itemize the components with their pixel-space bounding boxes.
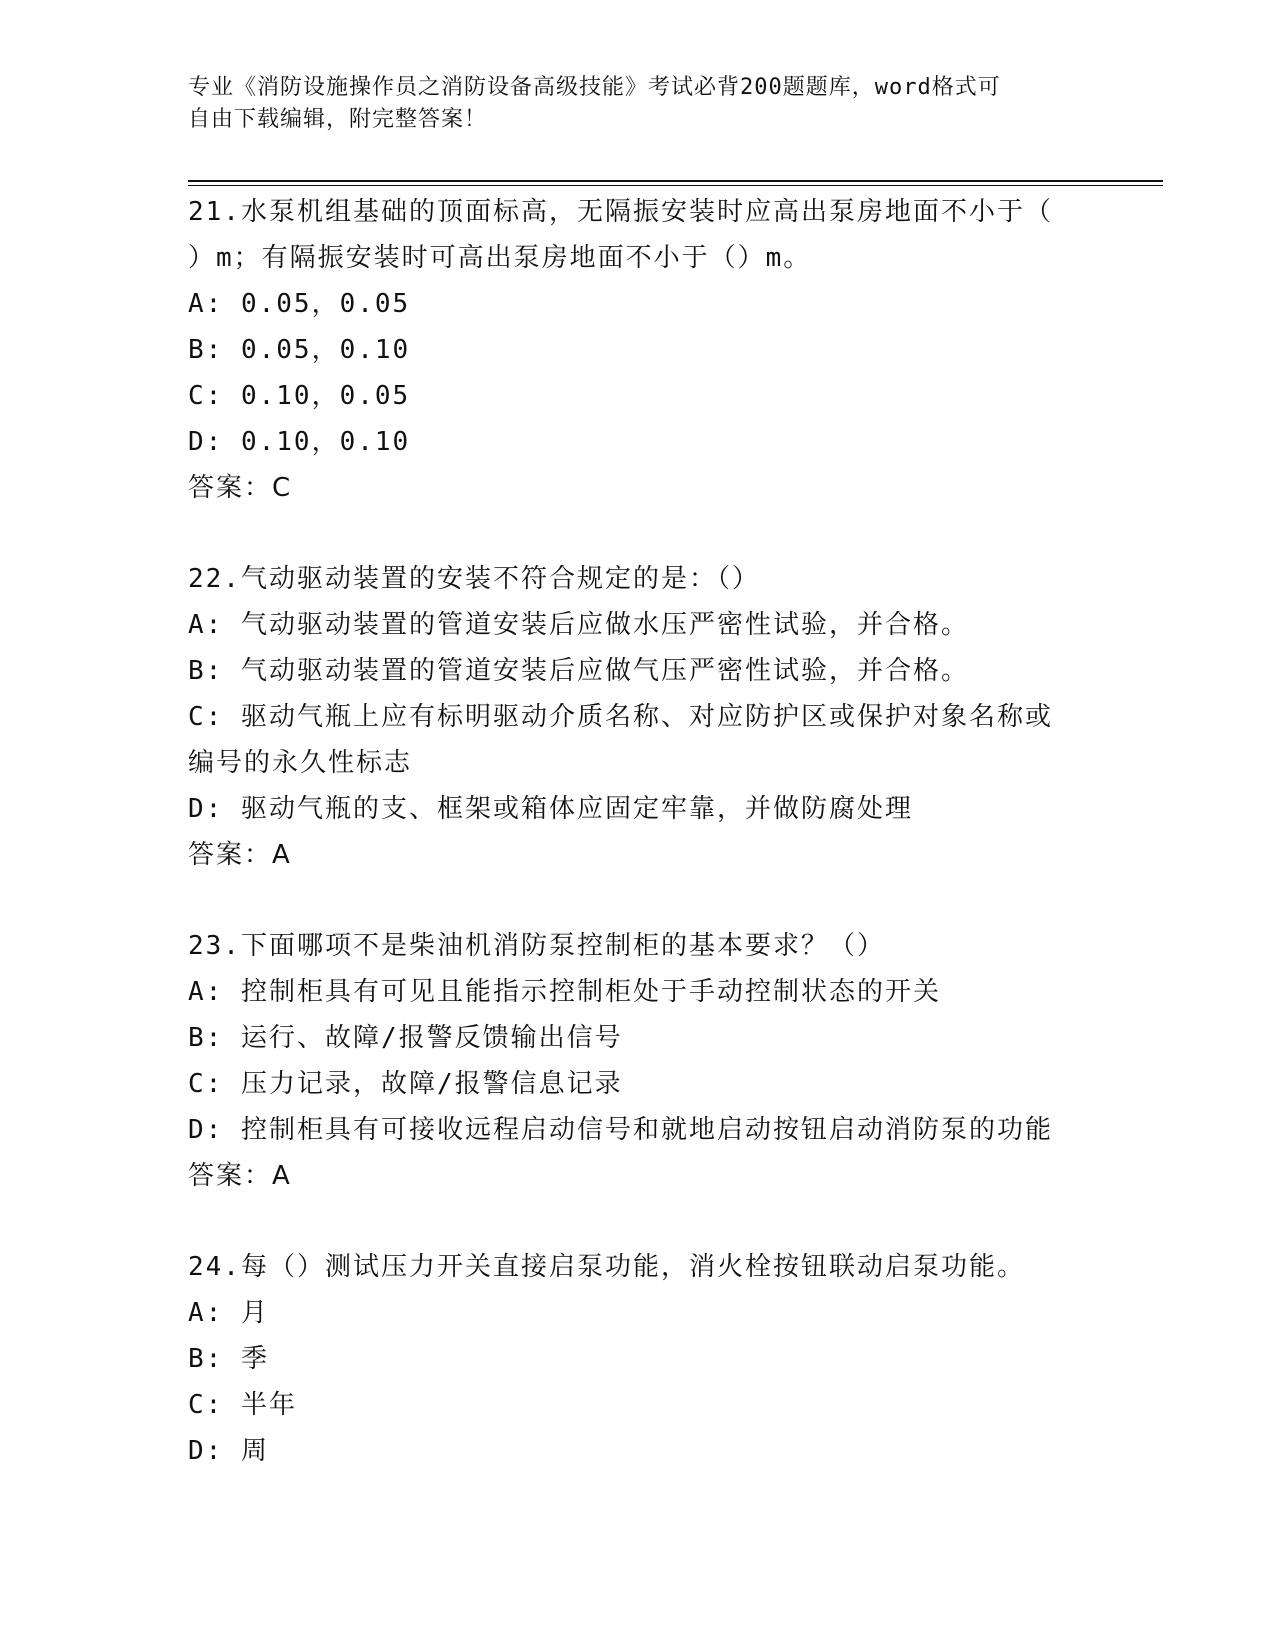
spacer [188,878,1088,923]
header-divider-thick [188,180,1163,182]
header-line-1: 专业《消防设施操作员之消防设备高级技能》考试必背200题题库，word格式可 [188,75,1001,100]
spacer [188,1199,1088,1244]
option-a: A: 月 [188,1298,269,1328]
question-stem: 23.下面哪项不是柴油机消防泵控制柜的基本要求？（） [188,931,885,961]
question-21 [188,189,1088,511]
option-d: D: 控制柜具有可接收远程启动信号和就地启动按钮启动消防泵的功能 [188,1115,1053,1145]
option-c: C: 驱动气瓶上应有标明驱动介质名称、对应防护区或保护对象名称或 [188,702,1053,732]
question-24 [188,1244,1088,1474]
question-stem-continued: ）m；有隔振安装时可高出泵房地面不小于（）m。 [188,243,812,273]
question-22 [188,556,1088,878]
option-d: D: 周 [188,1436,269,1466]
question-list [188,189,1088,1474]
option-a: A: 气动驱动装置的管道安装后应做水压严密性试验，并合格。 [188,610,969,640]
option-d: D: 驱动气瓶的支、框架或箱体应固定牢靠，并做防腐处理 [188,794,913,824]
question-stem: 21.水泵机组基础的顶面标高，无隔振安装时应高出泵房地面不小于（ [188,197,1053,227]
option-c: C: 半年 [188,1390,297,1420]
document-header [188,72,1088,136]
option-a: A: 0.05，0.05 [188,289,411,319]
option-b: B: 气动驱动装置的管道安装后应做气压严密性试验，并合格。 [188,656,969,686]
option-c-continued: 编号的永久性标志 [188,748,413,778]
question-stem: 24.每（）测试压力开关直接启泵功能，消火栓按钮联动启泵功能。 [188,1252,1025,1282]
option-b: B: 季 [188,1344,269,1374]
question-stem: 22.气动驱动装置的安装不符合规定的是：（） [188,564,760,594]
option-a: A: 控制柜具有可见且能指示控制柜处于手动控制状态的开关 [188,977,941,1007]
answer: 答案：A [188,1161,292,1191]
option-c: C: 压力记录，故障/报警信息记录 [188,1069,623,1099]
answer: 答案：C [188,473,293,503]
option-d: D: 0.10，0.10 [188,427,411,457]
option-b: B: 运行、故障/报警反馈输出信号 [188,1023,623,1053]
question-23 [188,923,1088,1199]
spacer [188,511,1088,556]
option-b: B: 0.05，0.10 [188,335,411,365]
answer: 答案：A [188,840,292,870]
header-divider-thin [188,185,1163,186]
header-line-2: 自由下载编辑，附完整答案！ [188,107,488,132]
option-c: C: 0.10，0.05 [188,381,411,411]
